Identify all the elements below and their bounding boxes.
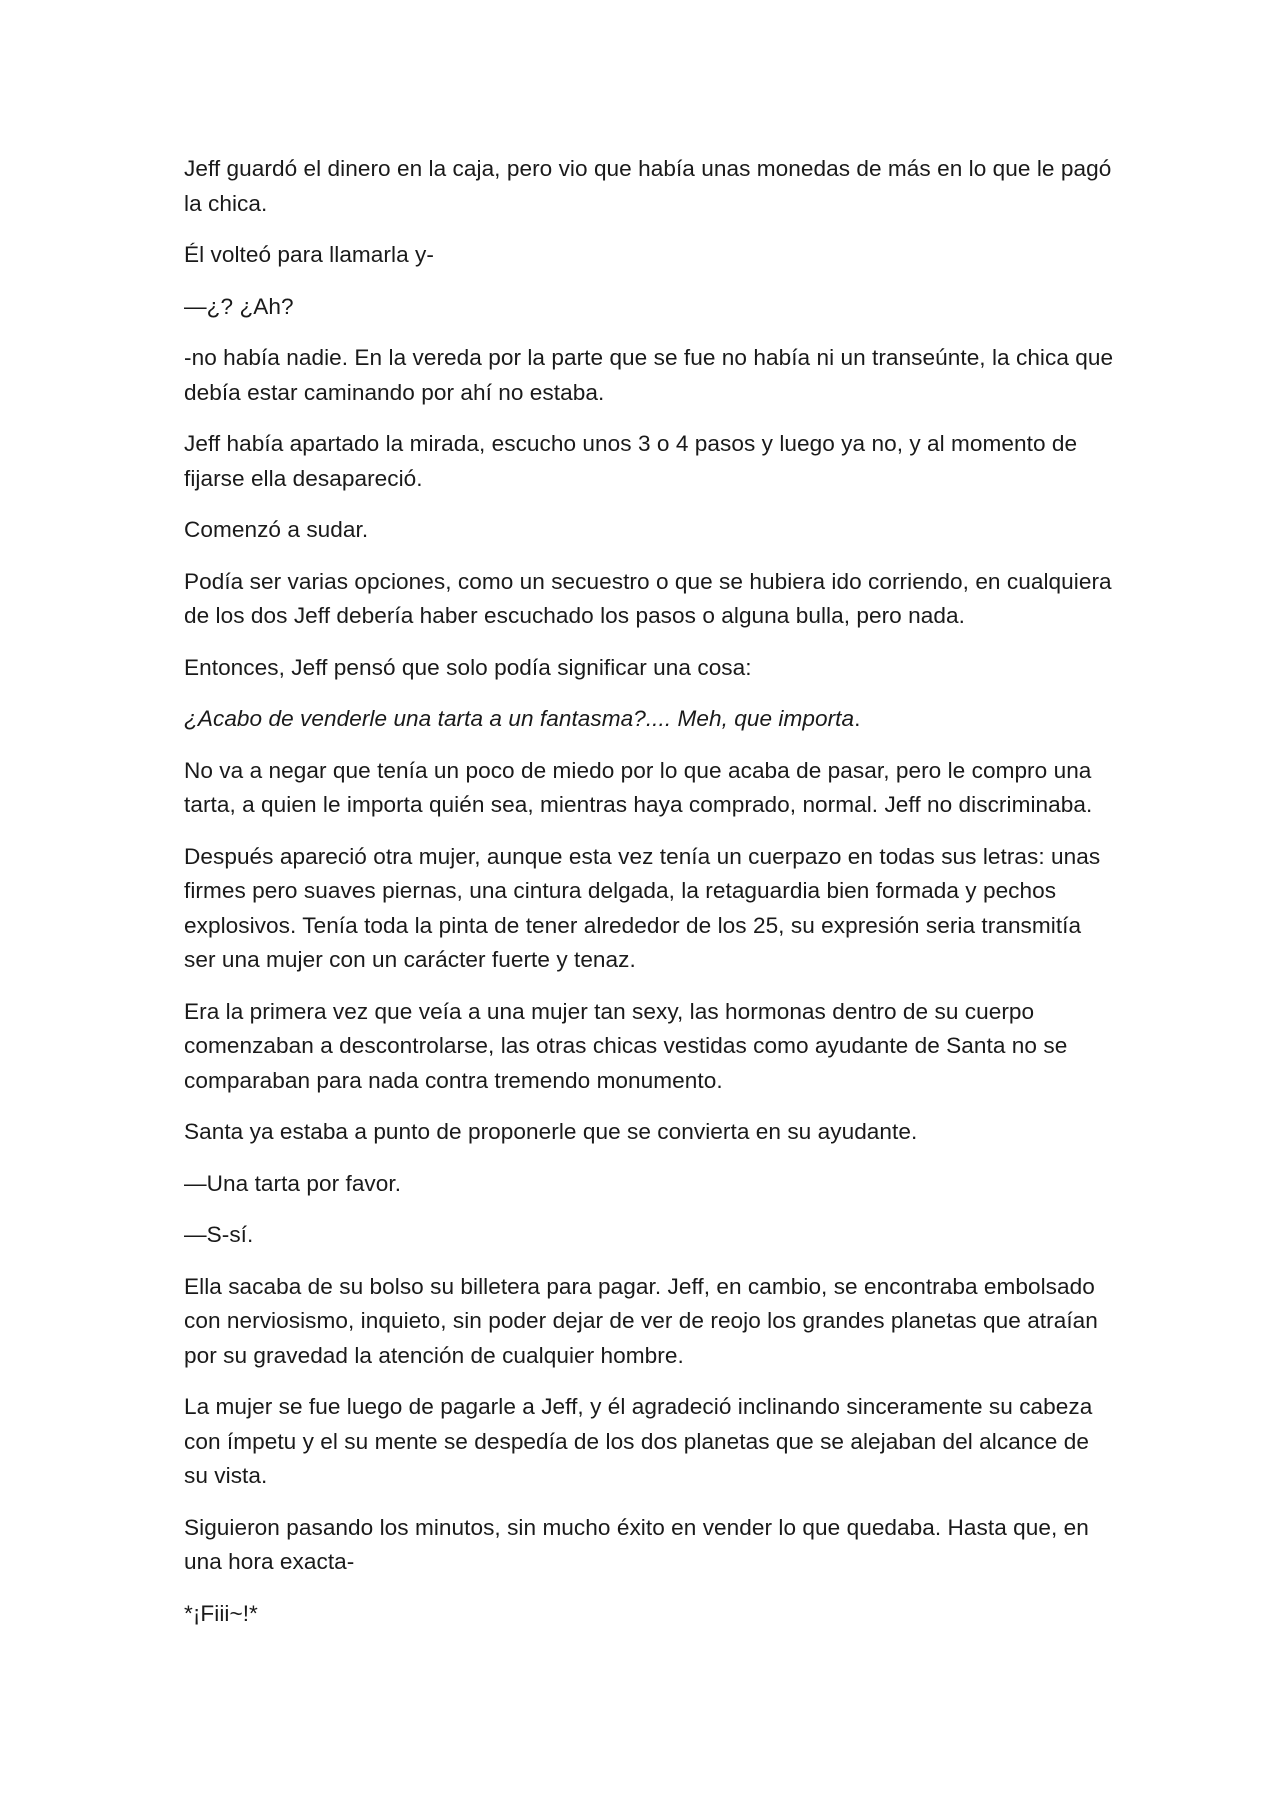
paragraph: Después apareció otra mujer, aunque esta vez tenía un cuerpazo en todas sus letras: unas firmes pero suaves piernas, una cintura delgada, la retaguardia bien formada y pechos explosivos. Tenía toda la pinta de tener alrededor de los 25, su expresión seria transmitía ser una mujer con un carácter fuerte y tenaz.	[184, 843, 1101, 972]
dialogue-line: —¿? ¿Ah?	[184, 293, 294, 319]
paragraph: Era la primera vez que veía a una mujer tan sexy, las hormonas dentro de su cuerpo comenzaban a descontrolarse, las otras chicas vestidas como ayudante de Santa no se comparaban para nada contra tremendo monumento.	[184, 998, 1068, 1093]
paragraph: Ella sacaba de su bolso su billetera para pagar. Jeff, en cambio, se encontraba embolsado con nerviosismo, inquieto, sin poder dejar de ver de reojo los grandes planetas que atraían por su gravedad la atención de cualquier hombre.	[184, 1273, 1098, 1368]
document-body	[184, 152, 1114, 1648]
paragraph: Entonces, Jeff pensó que solo podía significar una cosa:	[184, 654, 752, 680]
paragraph: La mujer se fue luego de pagarle a Jeff, y él agradeció inclinando sinceramente su cabeza con ímpetu y el su mente se despedía de los dos planetas que se alejaban del alcance de su vista.	[184, 1394, 1093, 1488]
italic-thought: ¿Acabo de venderle una tarta a un fantasma?.... Meh, que importa	[184, 706, 855, 731]
paragraph: Podía ser varias opciones, como un secuestro o que se hubiera ido corriendo, en cualquiera de los dos Jeff debería haber escuchado los pasos o alguna bulla, pero nada.	[184, 568, 1112, 628]
paragraph: Jeff había apartado la mirada, escucho unos 3 o 4 pasos y luego ya no, y al momento de fijarse ella desapareció.	[184, 431, 1078, 491]
inner-thought	[184, 702, 1114, 737]
dialogue-line: —Una tarta por favor.	[184, 1170, 402, 1196]
paragraph: Comenzó a sudar.	[184, 517, 369, 542]
paragraph: Santa ya estaba a punto de proponerle que se convierta en su ayudante.	[184, 1119, 918, 1144]
paragraph: Jeff guardó el dinero en la caja, pero vio que había unas monedas de más en lo que le pagó la chica.	[184, 156, 1112, 216]
paragraph: No va a negar que tenía un poco de miedo por lo que acaba de pasar, pero le compro una tarta, a quien le importa quién sea, mientras haya comprado, normal. Jeff no discriminaba.	[184, 757, 1093, 817]
paragraph: -no había nadie. En la vereda por la parte que se fue no había ni un transeúnte, la chica que debía estar caminando por ahí no estaba.	[184, 345, 1114, 405]
paragraph: Siguieron pasando los minutos, sin mucho éxito en vender lo que quedaba. Hasta que, en una hora exacta-	[184, 1514, 1089, 1574]
dialogue-line: —S-sí.	[184, 1222, 254, 1247]
thought-end-punct: .	[854, 706, 861, 731]
sound-effect: *¡Fiii~!*	[184, 1600, 258, 1626]
paragraph: Él volteó para llamarla y-	[184, 242, 434, 267]
